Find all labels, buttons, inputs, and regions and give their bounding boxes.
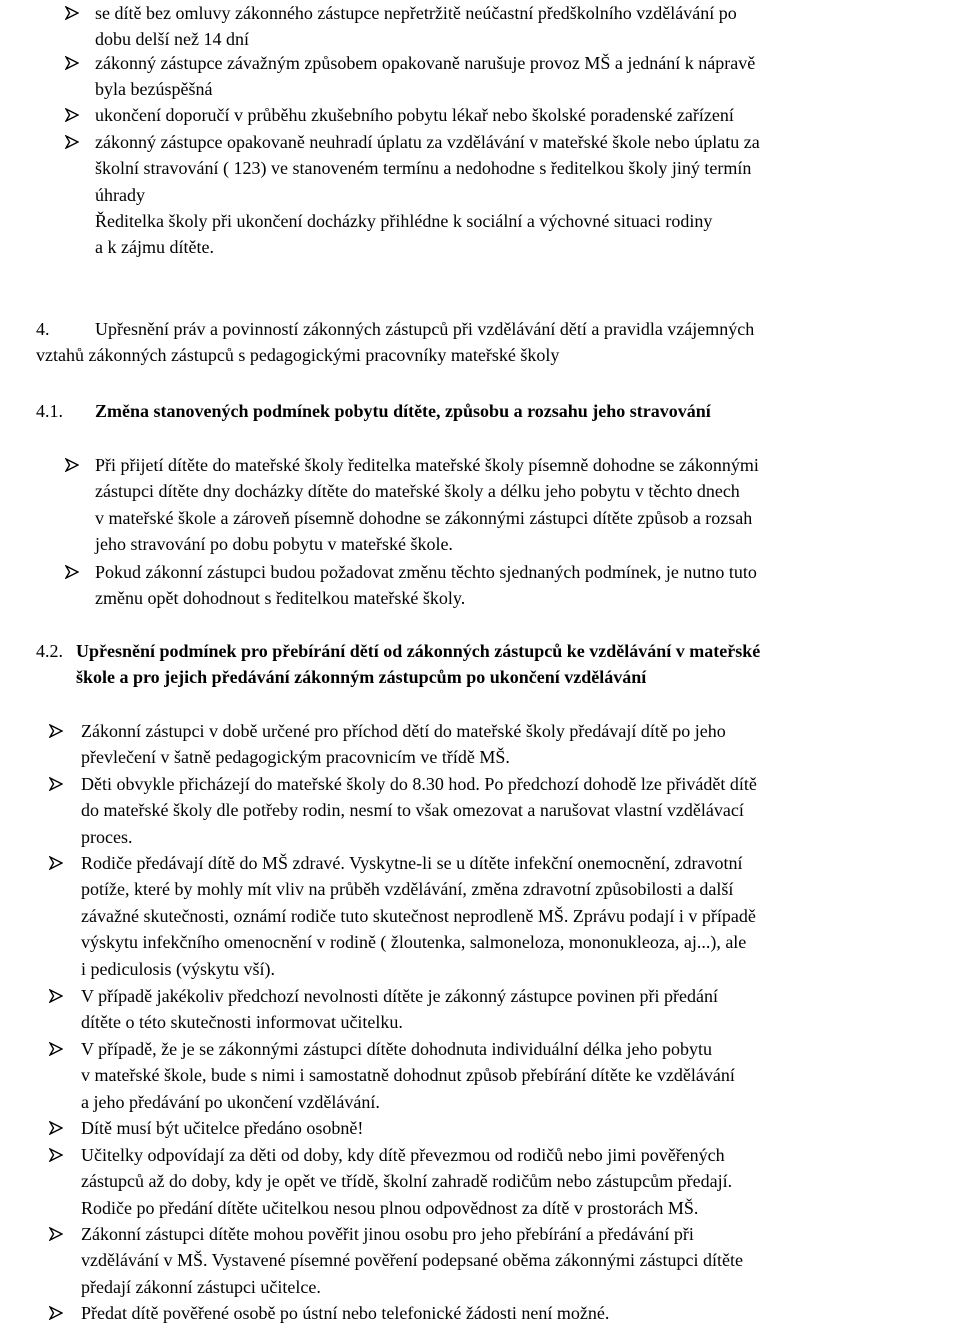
arrow-bullet-icon: [46, 983, 66, 1009]
list-item-text: převlečení v šatně pedagogickým pracovnicím ve třídě MŠ.: [81, 747, 510, 767]
list-item-text: v mateřské škole, bude s nimi i samostatně dohodnut způsob přebírání dítěte ke vzdělávání: [81, 1065, 735, 1085]
list-item-text: Rodiče po předání dítěte učitelkou nesou plnou odpovědnost za dítě v prostorách MŠ.: [81, 1198, 699, 1218]
arrow-bullet-icon: [46, 1221, 66, 1247]
list-item-text: úhrady: [95, 185, 145, 205]
arrow-bullet-icon: [46, 1142, 66, 1168]
list-item-text: Pokud zákonní zástupci budou požadovat změnu těchto sjednaných podmínek, je nutno tuto: [95, 562, 757, 582]
list-item-text: zástupci dítěte dny docházky dítěte do mateřské školy a délku jeho pobytu v těchto dnech: [95, 481, 740, 501]
list-item-text: do mateřské školy dle potřeby rodin, nesmí to však omezovat a narušovat vlastní vzdělávací: [81, 800, 744, 820]
list-item-text: se dítě bez omluvy zákonného zástupce nepřetržitě neúčastní předškolního vzdělávání po: [95, 3, 737, 23]
list-item-text: školní stravování ( 123) ve stanoveném termínu a nedohodne s ředitelkou školy jiný termín: [95, 158, 752, 178]
arrow-bullet-icon: [62, 452, 82, 478]
list-item-text: V případě jakékoliv předchozí nevolnosti dítěte je zákonný zástupce povinen při předání: [81, 986, 718, 1006]
arrow-bullet-icon: [46, 850, 66, 876]
arrow-bullet-icon: [46, 771, 66, 797]
list-item-text: Předat dítě pověřené osobě po ústní nebo telefonické žádosti není možné.: [81, 1303, 610, 1323]
list-item-text: V případě, že je se zákonnými zástupci dítěte dohodnuta individuální délka jeho pobytu: [81, 1039, 713, 1059]
list-item-text: Učitelky odpovídají za děti od doby, kdy dítě převezmou od rodičů nebo jimi pověřených: [81, 1145, 725, 1165]
list-item-text: proces.: [81, 827, 133, 847]
arrow-bullet-icon: [46, 1300, 66, 1326]
list-item-text: změnu opět dohodnout s ředitelkou mateřské školy.: [95, 588, 466, 608]
list-item-text: zákonný zástupce závažným způsobem opakovaně narušuje provoz MŠ a jednání k nápravě: [95, 53, 756, 73]
list-item-text: potíže, které by mohly mít vliv na průběh vzdělávání, změna zdravotní způsobilosti a další: [81, 879, 734, 899]
section-number: 4.1.: [36, 401, 63, 421]
list-item-text: Děti obvykle přicházejí do mateřské školy do 8.30 hod. Po předchozí dohodě lze přivádět dítě: [81, 774, 757, 794]
list-item-text: Rodiče předávají dítě do MŠ zdravé. Vyskytne-li se u dítěte infekční onemocnění, zdravotní: [81, 853, 743, 873]
arrow-bullet-icon: [46, 1115, 66, 1141]
arrow-bullet-icon: [46, 1036, 66, 1062]
list-item-text: jeho stravování po dobu pobytu v mateřské škole.: [95, 534, 453, 554]
list-item-text: závažné skutečnosti, oznámí rodiče tuto skutečnost neprodleně MŠ. Zprávu podají i v případě: [81, 906, 756, 926]
list-item-text: ukončení doporučí v průběhu zkušebního pobytu lékař nebo školské poradenské zařízení: [95, 105, 734, 125]
section-title: Upřesnění práv a povinností zákonných zástupců při vzdělávání dětí a pravidla vzájemných: [95, 319, 755, 339]
list-item-text: Při přijetí dítěte do mateřské školy ředitelka mateřské školy písemně dohodne se zákonnými: [95, 455, 759, 475]
arrow-bullet-icon: [62, 0, 82, 26]
arrow-bullet-icon: [62, 102, 82, 128]
list-item-text: a jeho předávání po ukončení vzdělávání.: [81, 1092, 380, 1112]
arrow-bullet-icon: [62, 50, 82, 76]
list-item-text: zástupců až do doby, kdy je opět ve třídě, školní zahradě rodičům nebo zástupcům předají.: [81, 1171, 733, 1191]
arrow-bullet-icon: [62, 559, 82, 585]
list-item-text: dobu delší než 14 dní: [95, 29, 249, 49]
section-heading: Upřesnění podmínek pro přebírání dětí od zákonných zástupců ke vzdělávání v mateřské: [76, 641, 761, 661]
arrow-bullet-icon: [46, 718, 66, 744]
list-item-text: zákonný zástupce opakovaně neuhradí úplatu za vzdělávání v mateřské škole nebo úplatu za: [95, 132, 760, 152]
section-number: 4.: [36, 319, 50, 339]
list-item-text: dítěte o této skutečnosti informovat učitelku.: [81, 1012, 403, 1032]
section-heading: škole a pro jejich předávání zákonným zástupcům po ukončení vzdělávání: [76, 667, 647, 687]
arrow-bullet-icon: [62, 129, 82, 155]
list-item-text: Zákonní zástupci v době určené pro příchod dětí do mateřské školy předávají dítě po jeho: [81, 721, 726, 741]
section-title: vztahů zákonných zástupců s pedagogickými pracovníky mateřské školy: [36, 345, 560, 365]
section-heading: Změna stanovených podmínek pobytu dítěte, způsobu a rozsahu jeho stravování: [95, 401, 711, 421]
note-text: a k zájmu dítěte.: [95, 237, 214, 257]
list-item-text: Zákonní zástupci dítěte mohou pověřit jinou osobu pro jeho přebírání a předávání při: [81, 1224, 694, 1244]
list-item-text: Dítě musí být učitelce předáno osobně!: [81, 1118, 364, 1138]
list-item-text: v mateřské škole a zároveň písemně dohodne se zákonnými zástupci dítěte způsob a rozsah: [95, 508, 753, 528]
list-item-text: i pediculosis (výskytu vší).: [81, 959, 275, 979]
list-item-text: byla bezúspěšná: [95, 79, 213, 99]
list-item-text: vzdělávání v MŠ. Vystavené písemné pověření podepsané oběma zákonnými zástupci dítěte: [81, 1250, 743, 1270]
list-item-text: výskytu infekčního omenocnění v rodině ( žloutenka, salmoneloza, mononukleoza, aj...), ale: [81, 932, 747, 952]
section-number: 4.2.: [36, 641, 63, 661]
note-text: Ředitelka školy při ukončení docházky přihlédne k sociální a výchovné situaci rodiny: [95, 211, 713, 231]
list-item-text: předají zákonní zástupci učitelce.: [81, 1277, 321, 1297]
